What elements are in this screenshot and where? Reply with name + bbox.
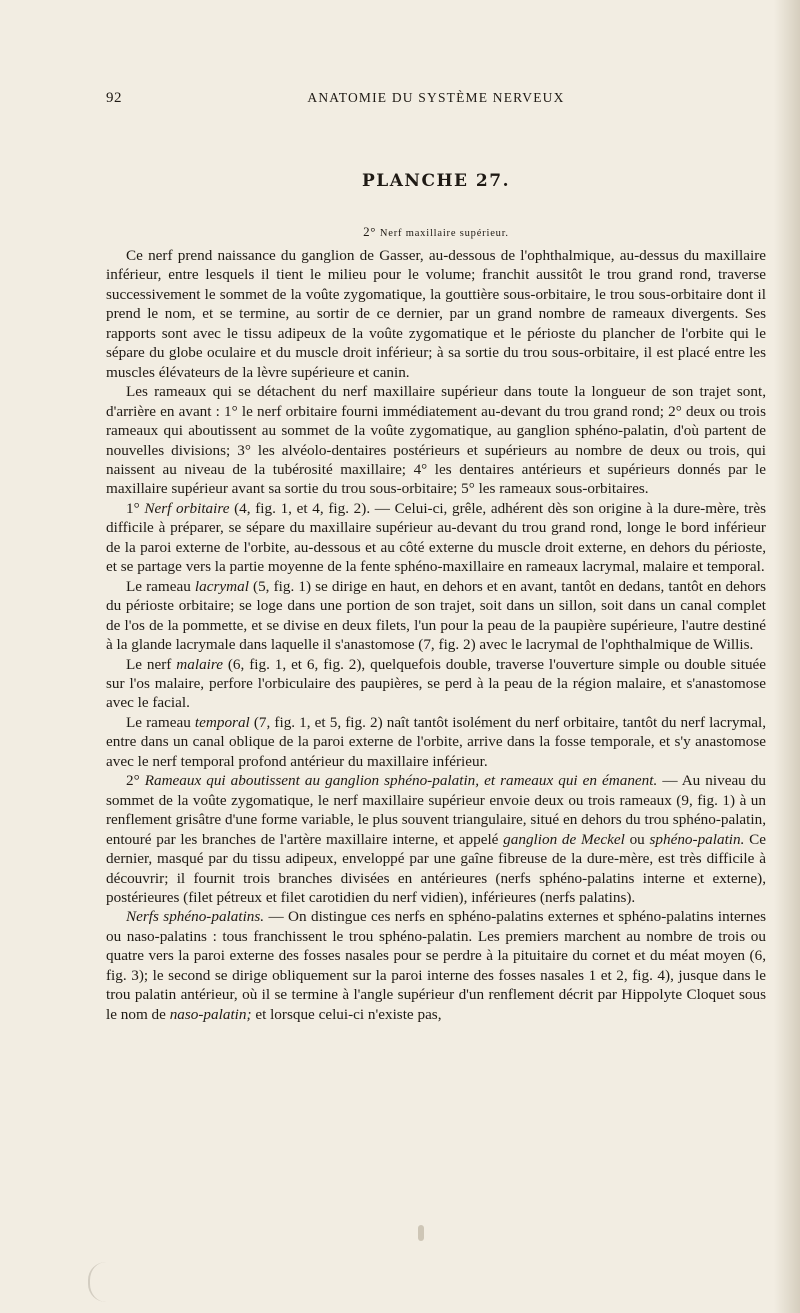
- paragraph-body: (4, fig. 1, et 4, fig. 2). — Celui-ci, grêle, adhérent dès son origine à la dure-mère, très difficile à préparer, se sépare du maxillaire supérieur au-devant du trou grand rond, longe le bord inférieur de la paroi externe de l'orbite, au-dessous et au côté externe du muscle droit externe, en dehors du périoste, et se partage vers la partie moyenne de la fente sphéno-maxillaire en rameaux lacrymal, malaire et temporal.: [106, 499, 766, 576]
- paragraph-body: ou: [629, 830, 645, 848]
- paragraph-body: (5, fig. 1) se dirige en haut, en dehors et en avant, tantôt en dedans, tantôt en dehors du périoste orbitaire; se loge dans une portion de son trajet, soit dans un sillon, soit dans un canal complet de l'os de la pommette, et se divise en deux filets, l'un pour la peau de la paupière supérieure, l'autre destiné à la glande lacrymale dans laquelle il s'anastomose (7, fig. 2) avec le lacrymal de l'ophthalmique de Willis.: [106, 577, 767, 654]
- paragraph-body: (7, fig. 1, et 5, fig. 2) naît tantôt isolément du nerf orbitaire, tantôt du nerf lacrymal, entre dans un canal oblique de la paroi externe de l'orbite, arrive dans la fosse temporale, et s'y anastomose avec le nerf temporal profond antérieur du maxillaire inférieur.: [106, 713, 767, 770]
- paragraph-malaire: [106, 655, 766, 713]
- running-head: ANATOMIE DU SYSTÈME NERVEUX: [307, 90, 565, 105]
- paragraph-body: (6, fig. 1, et 6, fig. 2), quelquefois double, traverse l'ouverture simple ou double située sur l'os malaire, perfore l'orbiculaire des paupières, se perd à la peau de la région malaire, et s'anastomose avec le facial.: [106, 655, 767, 712]
- term-rameaux: Rameaux qui aboutissent au ganglion sphéno-palatin, et rameaux qui en émanent.: [144, 772, 658, 790]
- paragraph-lead: 1°: [126, 499, 140, 517]
- term-lacrymal: lacrymal: [194, 577, 249, 595]
- paragraph-body: — Au niveau du sommet de la voûte zygomatique, le nerf maxillaire supérieur envoie deux ou trois rameaux (9, fig. 1) à un renflement grisâtre d'une forme variable, le plus souvent triangulaire, situé en dehors du trou sphéno-palatin, entouré par les branches de l'artère maxillaire interne, et appelé: [106, 772, 766, 848]
- term-nerfs-spheno-palatins: Nerfs sphéno-palatins.: [126, 908, 265, 926]
- paragraph-ganglion: [106, 771, 766, 907]
- term-malaire: malaire: [176, 655, 223, 673]
- term-spheno-palatin: sphéno-palatin.: [649, 830, 745, 848]
- section-number: 2°: [363, 224, 377, 239]
- paragraph-branches: Les rameaux qui se détachent du nerf maxillaire supérieur dans toute la longueur de son trajet sont, d'arrière en avant : 1° le nerf orbitaire fourni immédiatement au-devant du trou grand rond; 2° deux ou trois rameaux qui aboutissent au sommet de la voûte zygomatique, au ganglion sphéno-palatin, d'où partent de nouvelles divisions; 3° les alvéolo-dentaires postérieurs et supérieurs au nombre de deux ou trois, qui naissent au niveau de la tubérosité maxillaire; 4° les dentaires antérieurs et supérieurs donnés par le maxillaire supérieur avant sa sortie du trou sous-orbitaire; 5° les rameaux sous-orbitaires.: [106, 383, 766, 498]
- paragraph-spheno-palatins: [106, 907, 766, 1024]
- term-ganglion-de-meckel: ganglion de Meckel: [503, 830, 625, 848]
- term-temporal: temporal: [194, 713, 250, 731]
- paragraph-body: et lorsque celui-ci n'existe pas,: [255, 1005, 442, 1023]
- page-number: 92: [106, 90, 122, 106]
- section-heading: Nerf maxillaire supérieur.: [379, 228, 509, 239]
- paragraph-temporal: [106, 713, 766, 771]
- section-title: [106, 224, 766, 240]
- paragraph-lead: Le rameau: [126, 577, 191, 595]
- paragraph-body: Ce dernier, masqué par du tissu adipeux, enveloppé par une gaîne fibreuse de la dure-mère, est très difficile à découvrir; il fournit trois branches divisées en antérieures (nerfs sphéno-palatins interne et externe), postérieures (filet pétreux et filet carotidien du nerf vidien), inférieures (nerfs palatins).: [106, 830, 767, 906]
- plate-title: PLANCHE 27.: [361, 171, 510, 191]
- page-edge-shadow: [774, 0, 800, 1313]
- paragraph-lead: Le rameau: [126, 713, 191, 731]
- page-header: [106, 90, 766, 112]
- ink-spot: [418, 1225, 424, 1241]
- paragraph-lead: 2°: [126, 772, 140, 790]
- paragraph-orbital-nerve: [106, 499, 766, 577]
- paragraph-lead: Le nerf: [126, 655, 172, 673]
- paragraph-body: — On distingue ces nerfs en sphéno-palatins externes et sphéno-palatins internes ou naso-palatins : tous franchissent le trou sphéno-palatin. Les premiers marchent au nombre de trois ou quatre vers la paroi externe des fosses nasales pour se perdre à la pituitaire du cornet et du méat moyen (6, fig. 3); le second se dirige obliquement sur la paroi interne des fosses nasales 1 et 2, fig. 4), jusque dans le trou palatin antérieur, où il se termine à l'angle supérieur d'un renflement décrit par Hippolyte Cloquet sous le nom de: [106, 908, 766, 1023]
- paragraph-lacrymal: [106, 577, 766, 655]
- body-text: [106, 246, 766, 1024]
- term-naso-palatin: naso-palatin;: [169, 1005, 252, 1023]
- paragraph-intro: Ce nerf prend naissance du ganglion de Gasser, au-dessous de l'ophthalmique, au-dessus du maxillaire inférieur, entre lesquels il tient le milieu pour le volume; franchit aussitôt le trou grand rond, traverse successivement le sommet de la voûte zygomatique, la gouttière sous-orbitaire, le trou sous-orbitaire dont il prend le nom, et se termine, au sortir de ce dernier, par un grand nombre de rameaux divergents. Ses rapports sont avec le tissu adipeux de la voûte zygomatique et le périoste du plancher de l'orbite qui le sépare du globe oculaire et du muscle droit inférieur; à sa sortie du trou sous-orbitaire, il est placé entre les muscles élévateurs de la lèvre supérieure et canin.: [106, 247, 766, 381]
- page-smudge: [88, 1262, 108, 1302]
- term-nerf-orbitaire: Nerf orbitaire: [144, 499, 230, 517]
